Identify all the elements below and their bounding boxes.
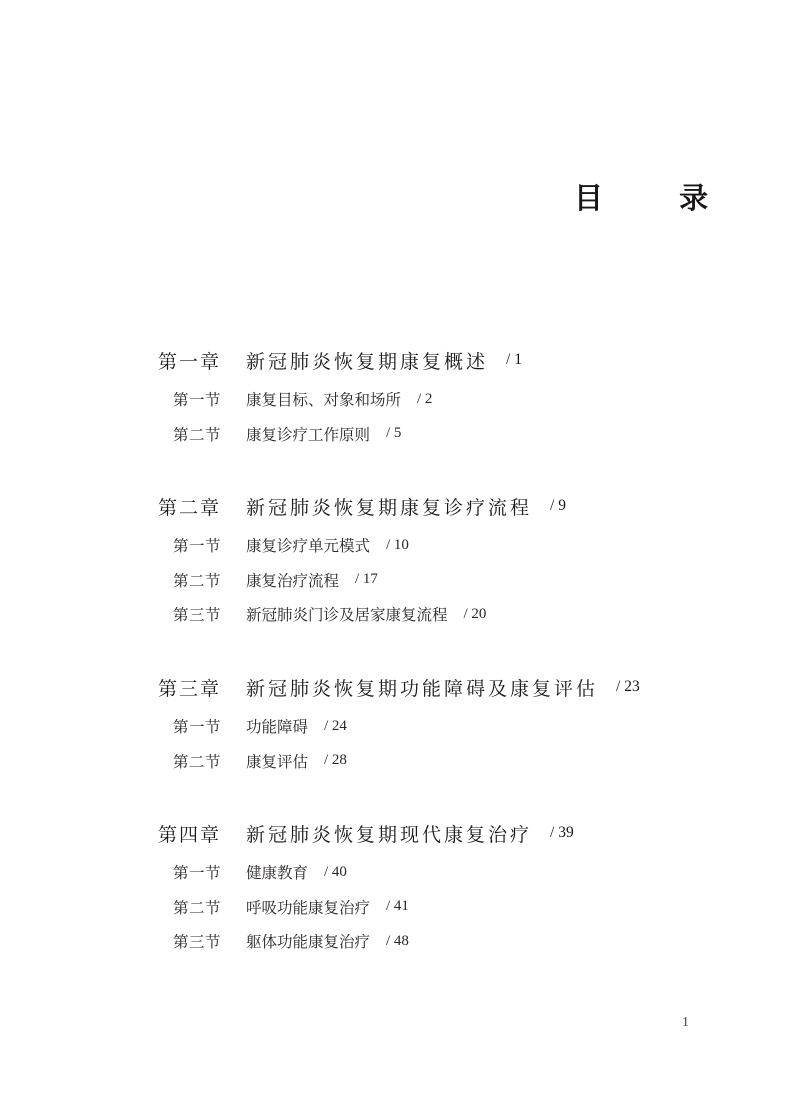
section-title: 康复诊疗单元模式 [246,537,371,556]
section-page-ref: / 28 [324,752,347,769]
section-entry[interactable] [158,890,718,925]
chapter-heading[interactable] [158,671,718,703]
chapter-title: 新冠肺炎恢复期康复诊疗流程 [246,496,533,519]
section-title: 健康教育 [246,864,309,883]
section-entry[interactable] [158,597,718,632]
chapter-3 [158,671,718,817]
section-page-ref: / 2 [417,390,433,407]
section-number: 第二节 [173,425,222,444]
section-list [158,709,718,778]
chapter-page-ref: / 39 [550,824,574,841]
section-title: 新冠肺炎门诊及居家康复流程 [246,606,448,625]
section-page-ref: / 24 [324,717,347,734]
chapter-heading[interactable] [158,817,718,849]
section-title: 康复评估 [246,752,309,771]
section-entry[interactable] [158,417,718,452]
chapter-page-ref: / 9 [550,497,566,514]
section-page-ref: / 41 [386,898,409,915]
section-page-ref: / 40 [324,863,347,880]
chapter-title: 新冠肺炎恢复期康复概述 [246,350,489,373]
section-entry[interactable] [158,563,718,598]
section-page-ref: / 17 [355,571,378,588]
chapter-number: 第四章 [158,823,222,846]
section-page-ref: / 5 [386,425,402,442]
section-number: 第三节 [173,606,222,625]
section-title: 呼吸功能康复治疗 [246,898,371,917]
section-entry[interactable] [158,744,718,779]
section-entry[interactable] [158,528,718,563]
chapter-number: 第三章 [158,677,222,700]
section-list [158,855,718,959]
section-number: 第二节 [173,571,222,590]
section-number: 第一节 [173,537,222,556]
section-number: 第二节 [173,898,222,917]
chapter-heading[interactable] [158,490,718,522]
section-entry[interactable] [158,855,718,890]
section-title: 功能障碍 [246,718,309,737]
chapter-number: 第一章 [158,350,222,373]
chapter-1 [158,344,718,490]
section-entry[interactable] [158,924,718,959]
page-number: 1 [682,1015,689,1030]
chapter-number: 第二章 [158,496,222,519]
section-page-ref: / 10 [386,536,409,553]
chapter-page-ref: / 23 [616,678,640,695]
table-of-contents [158,344,718,967]
section-number: 第二节 [173,752,222,771]
section-number: 第一节 [173,391,222,410]
section-title: 康复治疗流程 [246,571,340,590]
chapter-4 [158,817,718,967]
section-title: 康复目标、对象和场所 [246,391,402,410]
chapter-title: 新冠肺炎恢复期现代康复治疗 [246,823,533,846]
section-entry[interactable] [158,709,718,744]
section-page-ref: / 20 [463,605,487,622]
chapter-title: 新冠肺炎恢复期功能障碍及康复评估 [246,677,599,700]
section-list [158,528,718,632]
section-title: 躯体功能康复治疗 [246,933,371,952]
section-entry[interactable] [158,382,718,417]
section-number: 第一节 [173,718,222,737]
section-title: 康复诊疗工作原则 [246,425,371,444]
chapter-2 [158,490,718,671]
section-number: 第三节 [173,933,222,952]
chapter-heading[interactable] [158,344,718,376]
section-list [158,382,718,451]
page-title: 目 录 [574,181,742,215]
section-page-ref: / 48 [386,932,409,949]
section-number: 第一节 [173,864,222,883]
chapter-page-ref: / 1 [506,351,522,368]
